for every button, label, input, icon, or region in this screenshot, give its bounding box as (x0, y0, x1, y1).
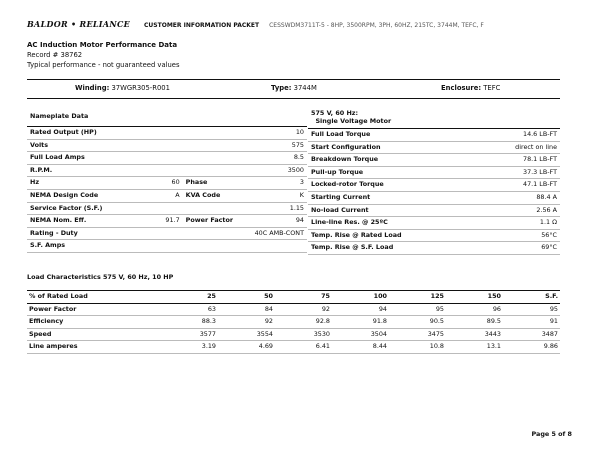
nameplate-label: Full Load Amps (27, 152, 117, 165)
nameplate-value: 10 (244, 127, 307, 140)
nameplate-spacer (117, 139, 244, 152)
table-cell: 96 (446, 303, 503, 316)
winding-field: Winding: 37WGR305-R001 (75, 84, 170, 92)
nameplate-mid-value: 91.7 (117, 215, 183, 228)
packet-title: CUSTOMER INFORMATION PACKET (144, 22, 260, 29)
voltage-value: 47.1 LB-FT (477, 179, 560, 192)
table-cell: 3475 (389, 328, 446, 341)
voltage-label: Locked-rotor Torque (308, 179, 477, 192)
table-row (308, 242, 560, 255)
nameplate-mid-value: 60 (117, 177, 183, 190)
nameplate-label: Rated Output (HP) (27, 127, 117, 140)
table-row (27, 127, 307, 140)
voltage-label: Line-line Res. @ 25ºC (308, 217, 477, 230)
voltage-value: 2.56 A (477, 204, 560, 217)
table-row (27, 152, 307, 165)
nameplate-spacer (117, 202, 244, 215)
voltage-label: Starting Current (308, 191, 477, 204)
record-number: Record # 38762 (27, 51, 83, 59)
table-row (308, 191, 560, 204)
row-label: Speed (27, 328, 161, 341)
disclaimer-note: Typical performance - not guaranteed values (27, 61, 180, 69)
voltage-value: 78.1 LB-FT (477, 154, 560, 167)
voltage-value: 1.1 Ω (477, 217, 560, 230)
table-row (27, 328, 560, 341)
nameplate-value: 1.15 (244, 202, 307, 215)
nameplate-value: K (244, 189, 307, 202)
table-cell: 3554 (218, 328, 275, 341)
voltage-heading: 575 V, 60 Hz: Single Voltage Motor (308, 106, 560, 129)
voltage-label: No-load Current (308, 204, 477, 217)
enclosure-field: Enclosure: TEFC (441, 84, 501, 92)
table-row (27, 139, 307, 152)
table-cell: 94 (332, 303, 389, 316)
brand-logo: BALDOR • RELIANCE (27, 19, 131, 29)
table-cell: 4.69 (218, 341, 275, 354)
table-row (308, 141, 560, 154)
document-header (27, 19, 484, 29)
table-cell: 92.8 (275, 316, 332, 329)
table-cell: 3487 (503, 328, 560, 341)
table-cell: 8.44 (332, 341, 389, 354)
nameplate-label: NEMA Nom. Eff. (27, 215, 117, 228)
table-cell: 3530 (275, 328, 332, 341)
table-cell: 90.5 (389, 316, 446, 329)
table-row (308, 166, 560, 179)
table-row (27, 227, 307, 240)
nameplate-value: 3500 (244, 164, 307, 177)
table-cell: 10.8 (389, 341, 446, 354)
table-row (27, 341, 560, 354)
table-cell: 95 (503, 303, 560, 316)
nameplate-spacer (117, 240, 244, 253)
nameplate-value (244, 240, 307, 253)
column-header: 125 (389, 291, 446, 304)
table-row (27, 189, 307, 202)
table-cell: 9.86 (503, 341, 560, 354)
row-label: Power Factor (27, 303, 161, 316)
nameplate-heading: Nameplate Data (27, 106, 307, 127)
voltage-label: Pull-up Torque (308, 166, 477, 179)
voltage-value: 14.6 LB-FT (477, 129, 560, 142)
nameplate-label-secondary: KVA Code (183, 189, 244, 202)
nameplate-value: 94 (244, 215, 307, 228)
page-number: Page 5 of 8 (531, 430, 572, 438)
nameplate-value: 575 (244, 139, 307, 152)
table-row (27, 215, 307, 228)
nameplate-label: R.P.M. (27, 164, 117, 177)
table-cell: 63 (161, 303, 218, 316)
voltage-label: Start Configuration (308, 141, 477, 154)
voltage-label: Breakdown Torque (308, 154, 477, 167)
voltage-value: 56°C (477, 229, 560, 242)
nameplate-spacer (117, 152, 244, 165)
table-row (27, 202, 307, 215)
voltage-value: 69°C (477, 242, 560, 255)
table-row (27, 177, 307, 190)
table-row (308, 129, 560, 142)
table-cell: 3577 (161, 328, 218, 341)
table-cell: 3443 (446, 328, 503, 341)
page-title: AC Induction Motor Performance Data (27, 41, 178, 49)
table-cell: 91 (503, 316, 560, 329)
nameplate-spacer (117, 164, 244, 177)
table-cell: 88.3 (161, 316, 218, 329)
column-header: 25 (161, 291, 218, 304)
nameplate-mid-value: A (117, 189, 183, 202)
column-header: 50 (218, 291, 275, 304)
nameplate-label: NEMA Design Code (27, 189, 117, 202)
table-row (308, 179, 560, 192)
table-cell: 95 (389, 303, 446, 316)
table-cell: 6.41 (275, 341, 332, 354)
column-header: S.F. (503, 291, 560, 304)
voltage-value: direct on line (477, 141, 560, 154)
table-cell: 91.8 (332, 316, 389, 329)
nameplate-spacer (117, 127, 244, 140)
column-header: % of Rated Load (27, 291, 161, 304)
table-cell: 13.1 (446, 341, 503, 354)
table-cell: 92 (275, 303, 332, 316)
column-header: 100 (332, 291, 389, 304)
voltage-label: Temp. Rise @ Rated Load (308, 229, 477, 242)
nameplate-spacer (117, 227, 244, 240)
nameplate-table (27, 106, 307, 253)
table-row (308, 217, 560, 230)
table-row (308, 204, 560, 217)
table-cell: 3504 (332, 328, 389, 341)
nameplate-value: 8.5 (244, 152, 307, 165)
nameplate-label-secondary: Phase (183, 177, 244, 190)
load-characteristics-title: Load Characteristics 575 V, 60 Hz, 10 HP (27, 273, 174, 281)
row-label: Efficiency (27, 316, 161, 329)
nameplate-label-secondary: Power Factor (183, 215, 244, 228)
table-row (27, 316, 560, 329)
voltage-value: 88.4 A (477, 191, 560, 204)
table-cell: 92 (218, 316, 275, 329)
table-cell: 84 (218, 303, 275, 316)
nameplate-value: 40C AMB-CONT (244, 227, 307, 240)
nameplate-label: Volts (27, 139, 117, 152)
table-cell: 3.19 (161, 341, 218, 354)
winding-bar (27, 79, 560, 99)
table-row (27, 164, 307, 177)
nameplate-label: S.F. Amps (27, 240, 117, 253)
row-label: Line amperes (27, 341, 161, 354)
table-row (308, 154, 560, 167)
table-row (27, 240, 307, 253)
nameplate-label: Hz (27, 177, 117, 190)
table-header-row (27, 291, 560, 304)
voltage-label: Temp. Rise @ S.F. Load (308, 242, 477, 255)
table-row (27, 303, 560, 316)
column-header: 150 (446, 291, 503, 304)
voltage-value: 37.3 LB-FT (477, 166, 560, 179)
column-header: 75 (275, 291, 332, 304)
nameplate-label: Service Factor (S.F.) (27, 202, 117, 215)
table-cell: 89.5 (446, 316, 503, 329)
load-characteristics-table (27, 290, 560, 354)
table-row (308, 229, 560, 242)
type-field: Type: 3744M (271, 84, 317, 92)
model-subtitle: CESSWDM3711T-5 - 8HP, 3500RPM, 3PH, 60HZ, 215TC, 3744M, TEFC, F (269, 22, 484, 29)
nameplate-label: Rating - Duty (27, 227, 117, 240)
voltage-table (308, 106, 560, 255)
nameplate-value: 3 (244, 177, 307, 190)
voltage-label: Full Load Torque (308, 129, 477, 142)
